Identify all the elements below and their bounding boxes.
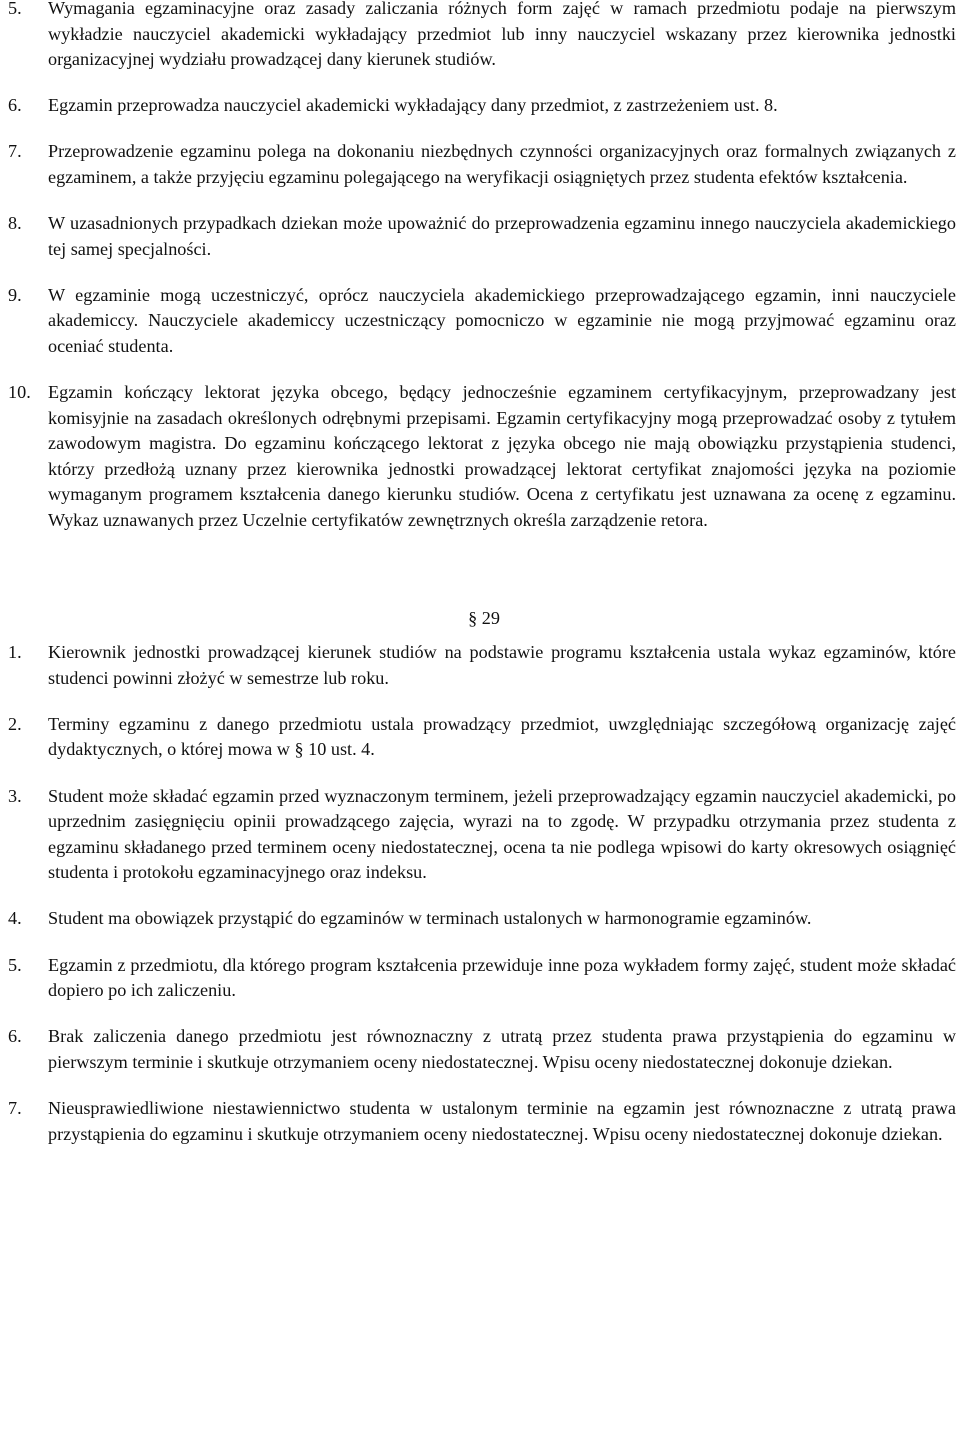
- paragraph-number: 10.: [8, 382, 31, 403]
- paragraph-29-4: [0, 906, 960, 932]
- paragraph-number: 7.: [8, 141, 22, 162]
- paragraph-number: 7.: [8, 1097, 22, 1118]
- paragraph-29-5: [0, 953, 960, 1004]
- paragraph-29-7: [0, 1096, 960, 1147]
- paragraph-text: Przeprowadzenie egzaminu polega na dokonaniu niezbędnych czynności organizacyjnych oraz formalnych związanych z egzaminem, a także przyjęciu egzaminu polegającego na weryfikacji osiągniętych przez studenta efektów kształcenia.: [48, 141, 956, 187]
- paragraph-text: Egzamin z przedmiotu, dla którego program kształcenia przewiduje inne poza wykładem formy zajęć, student może składać dopiero po ich zaliczeniu.: [48, 954, 956, 1001]
- paragraph-number: 2.: [8, 713, 22, 734]
- paragraph-number: 6.: [8, 1026, 22, 1047]
- paragraph-text: Wymagania egzaminacyjne oraz zasady zaliczania różnych form zajęć w ramach przedmiotu podaje na pierwszym wykładzie nauczyciel akademicki wykładający przedmiot lub inny nauczyciel wskazany przez kierownika jednostki organizacyjnej wydziału prowadzącej dany kierunek studiów.: [48, 0, 956, 70]
- paragraph-8: [0, 211, 960, 262]
- paragraph-29-2: [0, 712, 960, 763]
- paragraph-7: [0, 139, 960, 190]
- paragraph-10: [0, 380, 960, 534]
- paragraph-text: Brak zaliczenia danego przedmiotu jest równoznaczny z utratą przez studenta prawa przystąpienia do egzaminu w pierwszym terminie i skutkuje otrzymaniem oceny niedostatecznej. Wpisu oceny niedostatecznej dokonuje dziekan.: [48, 1026, 956, 1072]
- paragraph-number: 6.: [8, 95, 22, 116]
- paragraph-text: Terminy egzaminu z danego przedmiotu ustala prowadzący przedmiot, uwzględniając szczegółową organizację zajęć dydaktycznych, o której mowa w § 10 ust. 4.: [48, 713, 956, 760]
- paragraph-text: W egzaminie mogą uczestniczyć, oprócz nauczyciela akademickiego przeprowadzającego egzamin, inni nauczyciele akademiccy. Nauczyciele akademiccy uczestniczący pomocniczo w egzaminie nie mogą przyjmować egzaminu oraz oceniać studenta.: [48, 284, 956, 356]
- paragraph-29-3: [0, 784, 960, 886]
- paragraph-9: [0, 283, 960, 360]
- paragraph-5: [0, 0, 960, 73]
- paragraph-6: [0, 93, 960, 119]
- paragraph-text: W uzasadnionych przypadkach dziekan może upoważnić do przeprowadzenia egzaminu innego nauczyciela akademickiego tej samej specjalności.: [48, 213, 956, 259]
- paragraph-text: Student może składać egzamin przed wyznaczonym terminem, jeżeli przeprowadzający egzamin nauczyciel akademicki, po uprzednim zasięgnięciu opinii prowadzącego zajęcia, wyrazi na to zgodę. W przypadku otrzymania przez studenta z egzaminu składanego przed terminem oceny niedostatecznej, ocena ta nie podlega wpisowi do karty okresowych osiągnięć studenta i protokołu egzaminacyjnego oraz indeksu.: [48, 785, 956, 883]
- paragraph-text: Egzamin kończący lektorat języka obcego, będący jednocześnie egzaminem certyfikacyjnym, przeprowadzany jest komisyjnie na zasadach określonych odrębnymi przepisami. Egzamin certyfikacyjny mogą przeprowadzać osoby z tytułem zawodowym magistra. Do egzaminu kończącego lektorat z języka obcego nie mają obowiązku przystąpienia studenci, którzy przedłożą uznany przez kierownika jednostki prowadzącej lektorat certyfikat znajomości języka na poziomie wymaganym programem kształcenia danego kierunku studiów. Ocena z certyfikatu jest uznawana za ocenę z egzaminu. Wykaz uznawanych przez Uczelnie certyfikatów zewnętrznych określa zarządzenie retora.: [48, 382, 956, 530]
- paragraph-text: Egzamin przeprowadza nauczyciel akademicki wykładający dany przedmiot, z zastrzeżeniem ust. 8.: [48, 95, 778, 116]
- paragraph-number: 3.: [8, 785, 22, 806]
- paragraph-number: 8.: [8, 213, 22, 234]
- paragraph-text: Student ma obowiązek przystąpić do egzaminów w terminach ustalonych w harmonogramie egzaminów.: [48, 908, 812, 929]
- paragraph-number: 4.: [8, 908, 22, 929]
- paragraph-29-6: [0, 1024, 960, 1075]
- paragraph-number: 1.: [8, 642, 22, 663]
- paragraph-text: Kierownik jednostki prowadzącej kierunek studiów na podstawie programu kształcenia ustala wykaz egzaminów, które studenci powinni złożyć w semestrze lub roku.: [48, 642, 956, 688]
- paragraph-number: 9.: [8, 284, 22, 305]
- section-heading: § 29: [468, 607, 500, 628]
- paragraph-29-1: [0, 640, 960, 691]
- paragraph-number: 5.: [8, 0, 22, 18]
- paragraph-number: 5.: [8, 954, 22, 975]
- paragraph-text: Nieusprawiedliwione niestawiennictwo studenta w ustalonym terminie na egzamin jest równoznaczne z utratą prawa przystąpienia do egzaminu i skutkuje otrzymaniem oceny niedostatecznej. Wpisu oceny niedostatecznej dokonuje dziekan.: [48, 1097, 956, 1144]
